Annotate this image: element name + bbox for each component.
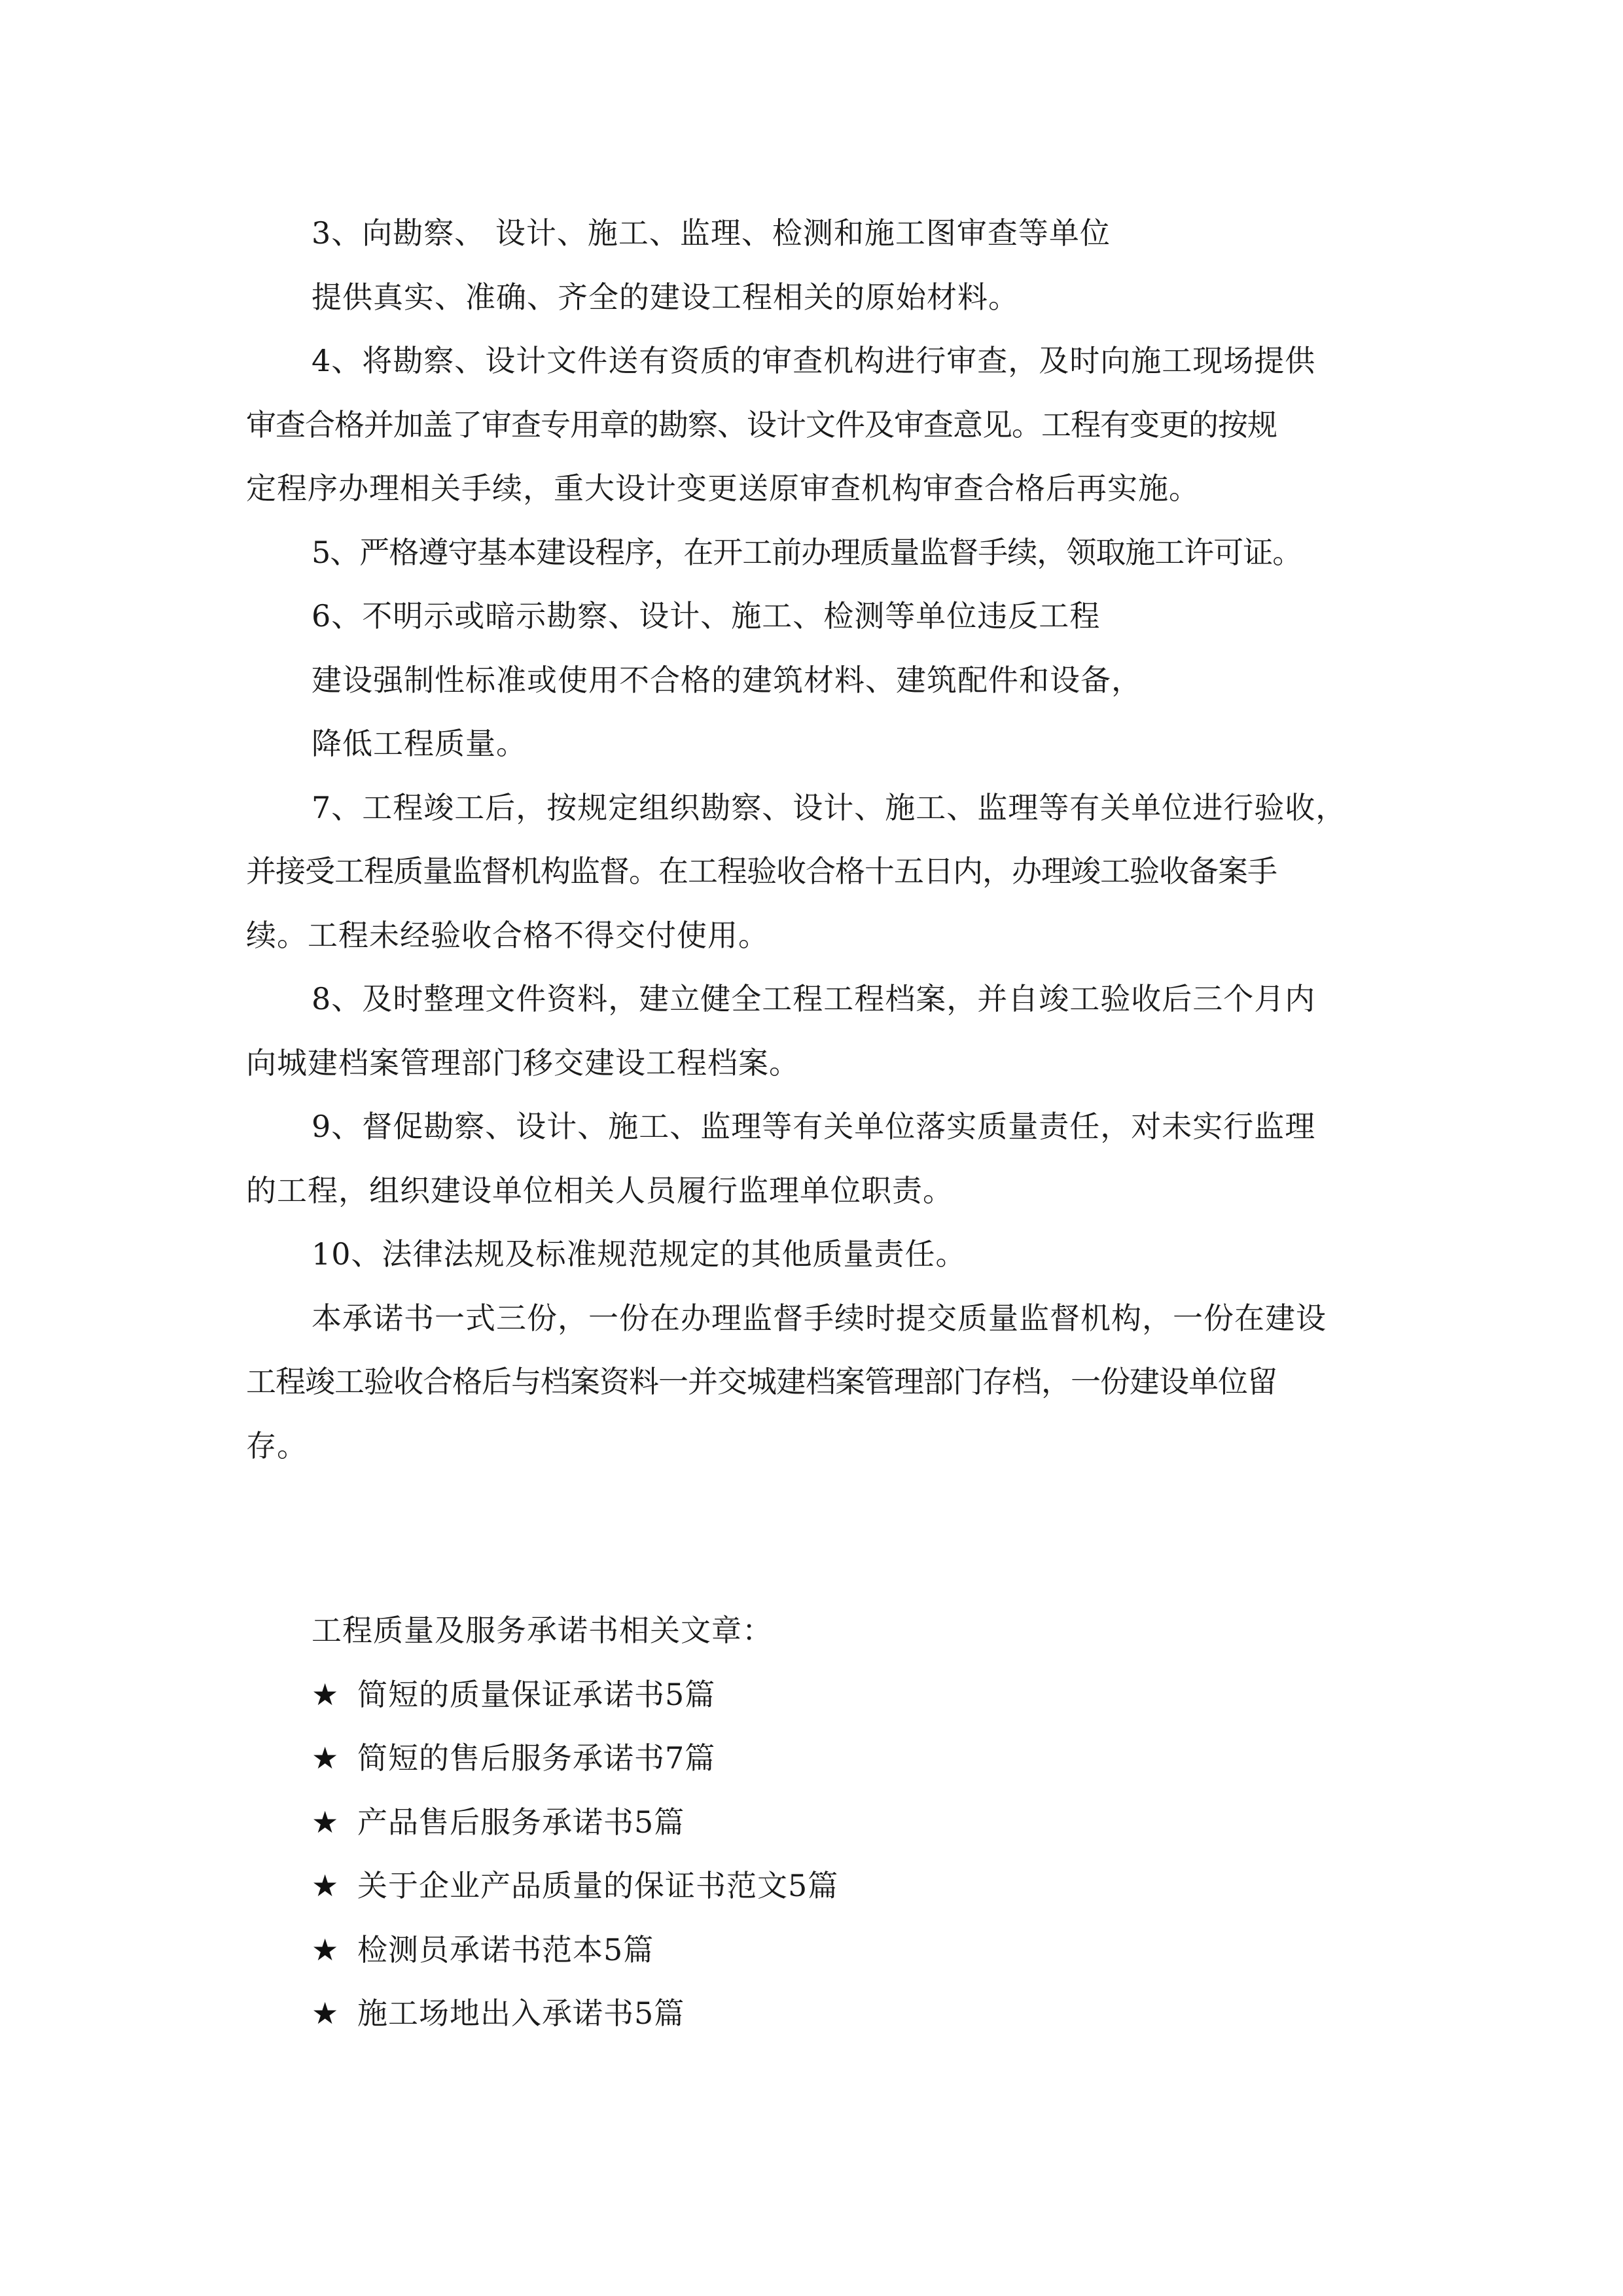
star-icon: ★ bbox=[312, 1868, 340, 1903]
paragraph-line: 5、严格遵守基本建设程序，在开工前办理质量监督手续，领取施工许可证。 bbox=[312, 534, 1302, 570]
paragraph-line: 的工程，组织建设单位相关人员履行监理单位职责。 bbox=[246, 1172, 954, 1208]
star-icon: ★ bbox=[312, 1996, 340, 2031]
related-articles bbox=[312, 1599, 1359, 2046]
paragraph-line: 提供真实、准确、齐全的建设工程相关的原始材料。 bbox=[312, 279, 1019, 315]
related-article-title: 施工场地出入承诺书5篇 bbox=[357, 1996, 685, 2031]
related-article-link[interactable] bbox=[312, 1854, 1359, 1918]
paragraph-line: 并接受工程质量监督机构监督。在工程验收合格十五日内，办理竣工验收备案手 bbox=[246, 853, 1277, 889]
paragraph-line: 向城建档案管理部门移交建设工程档案。 bbox=[246, 1045, 800, 1081]
paragraph-line: 3、向勘察、 设计、施工、监理、检测和施工图审查等单位 bbox=[312, 215, 1111, 251]
related-article-title: 简短的质量保证承诺书5篇 bbox=[357, 1676, 716, 1712]
paragraph-line: 7、工程竣工后，按规定组织勘察、设计、施工、监理等有关单位进行验收， bbox=[312, 789, 1347, 825]
paragraph-line: 定程序办理相关手续，重大设计变更送原审查机构审查合格后再实施。 bbox=[246, 471, 1200, 506]
paragraph-line: 审查合格并加盖了审查专用章的勘察、设计文件及审查意见。工程有变更的按规 bbox=[246, 406, 1277, 442]
star-icon: ★ bbox=[312, 1676, 340, 1712]
related-article-title: 产品售后服务承诺书5篇 bbox=[357, 1804, 685, 1840]
paragraph-line: 建设强制性标准或使用不合格的建筑材料、建筑配件和设备， bbox=[312, 662, 1142, 698]
paragraph-line: 8、及时整理文件资料，建立健全工程工程档案，并自竣工验收后三个月内 bbox=[312, 981, 1316, 1016]
paragraph-line: 10、法律法规及标准规范规定的其他质量责任。 bbox=[312, 1236, 967, 1272]
paragraph-line: 工程竣工验收合格后与档案资料一并交城建档案管理部门存档，一份建设单位留 bbox=[246, 1364, 1277, 1399]
paragraph-line: 续。工程未经验收合格不得交付使用。 bbox=[246, 917, 769, 953]
related-article-link[interactable] bbox=[312, 1663, 1359, 1727]
paragraph-line: 存。 bbox=[246, 1427, 308, 1463]
related-article-link[interactable] bbox=[312, 1982, 1359, 2046]
related-article-title: 简短的售后服务承诺书7篇 bbox=[357, 1740, 716, 1776]
paragraph-line: 本承诺书一式三份，一份在办理监督手续时提交质量监督机构，一份在建设 bbox=[312, 1300, 1327, 1336]
paragraph-line: 6、不明示或暗示勘察、设计、施工、检测等单位违反工程 bbox=[312, 598, 1101, 634]
document-body bbox=[246, 202, 1378, 1478]
paragraph-line: 4、将勘察、设计文件送有资质的审查机构进行审查，及时向施工现场提供 bbox=[312, 343, 1316, 378]
paragraph-line: 降低工程质量。 bbox=[312, 726, 527, 761]
related-article-link[interactable] bbox=[312, 1791, 1359, 1855]
star-icon: ★ bbox=[312, 1740, 340, 1776]
paragraph-line: 9、督促勘察、设计、施工、监理等有关单位落实质量责任，对未实行监理 bbox=[312, 1109, 1316, 1144]
related-article-link[interactable] bbox=[312, 1918, 1359, 1982]
related-articles-heading: 工程质量及服务承诺书相关文章： bbox=[312, 1613, 773, 1648]
related-article-link[interactable] bbox=[312, 1727, 1359, 1791]
star-icon: ★ bbox=[312, 1804, 340, 1840]
related-article-title: 检测员承诺书范本5篇 bbox=[357, 1931, 654, 1967]
related-article-title: 关于企业产品质量的保证书范文5篇 bbox=[357, 1868, 839, 1903]
star-icon: ★ bbox=[312, 1931, 340, 1967]
